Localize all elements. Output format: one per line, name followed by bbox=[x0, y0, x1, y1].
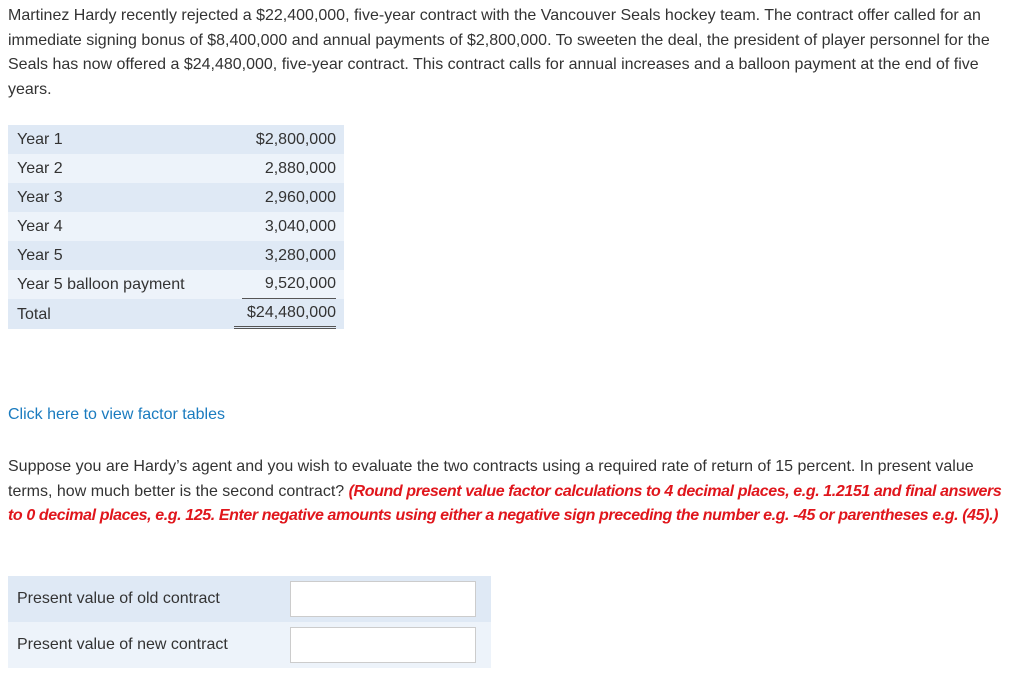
table-row bbox=[8, 241, 344, 270]
answer-form bbox=[8, 576, 491, 668]
row-amount: 3,280,000 bbox=[213, 241, 344, 270]
new-contract-input[interactable] bbox=[290, 627, 476, 663]
rounding-instructions: (Round present value factor calculations to 4 decimal places, e.g. 1.2151 and final answers to 0 decimal places, e.g. 125. Enter negative amounts using either a negative sign preceding the number e.g. -45 or parentheses e.g. (45).) bbox=[8, 482, 1002, 524]
row-label: Year 5 bbox=[8, 241, 213, 270]
row-label: Year 3 bbox=[8, 183, 213, 212]
row-amount: $2,800,000 bbox=[213, 125, 344, 154]
contract-table bbox=[8, 125, 344, 329]
table-row bbox=[8, 154, 344, 183]
factor-tables-link[interactable]: Click here to view factor tables bbox=[8, 406, 225, 423]
question-text bbox=[8, 455, 1016, 529]
old-contract-label: Present value of old contract bbox=[17, 590, 220, 607]
row-label: Year 1 bbox=[8, 125, 213, 154]
total-row bbox=[8, 299, 344, 329]
old-contract-input[interactable] bbox=[290, 581, 476, 617]
answer-row-old bbox=[8, 576, 491, 622]
row-label: Year 5 balloon payment bbox=[8, 270, 213, 299]
row-amount: 9,520,000 bbox=[213, 270, 344, 299]
row-amount: 2,880,000 bbox=[213, 154, 344, 183]
row-label: Year 2 bbox=[8, 154, 213, 183]
total-label: Total bbox=[8, 299, 213, 329]
row-amount: 2,960,000 bbox=[213, 183, 344, 212]
table-row bbox=[8, 183, 344, 212]
problem-intro: Martinez Hardy recently rejected a $22,400,000, five-year contract with the Vancouver Seals hockey team. The contract offer called for an immediate signing bonus of $8,400,000 and annual payments of $2,800,000. To sweeten the deal, the president of player personnel for the Seals has now offered a $24,480,000, five-year contract. This contract calls for annual increases and a balloon payment at the end of five years. bbox=[8, 7, 990, 98]
row-label: Year 4 bbox=[8, 212, 213, 241]
table-row bbox=[8, 270, 344, 299]
answer-row-new bbox=[8, 622, 491, 668]
question-prompt: Suppose you are Hardy’s agent and you wish to evaluate the two contracts using a required rate of return of 15 percent. In present value terms, how much better is the second contract? bbox=[8, 458, 974, 500]
table-row bbox=[8, 212, 344, 241]
row-amount: 3,040,000 bbox=[213, 212, 344, 241]
table-row bbox=[8, 125, 344, 154]
new-contract-label: Present value of new contract bbox=[17, 636, 228, 653]
total-amount: $24,480,000 bbox=[213, 299, 344, 329]
